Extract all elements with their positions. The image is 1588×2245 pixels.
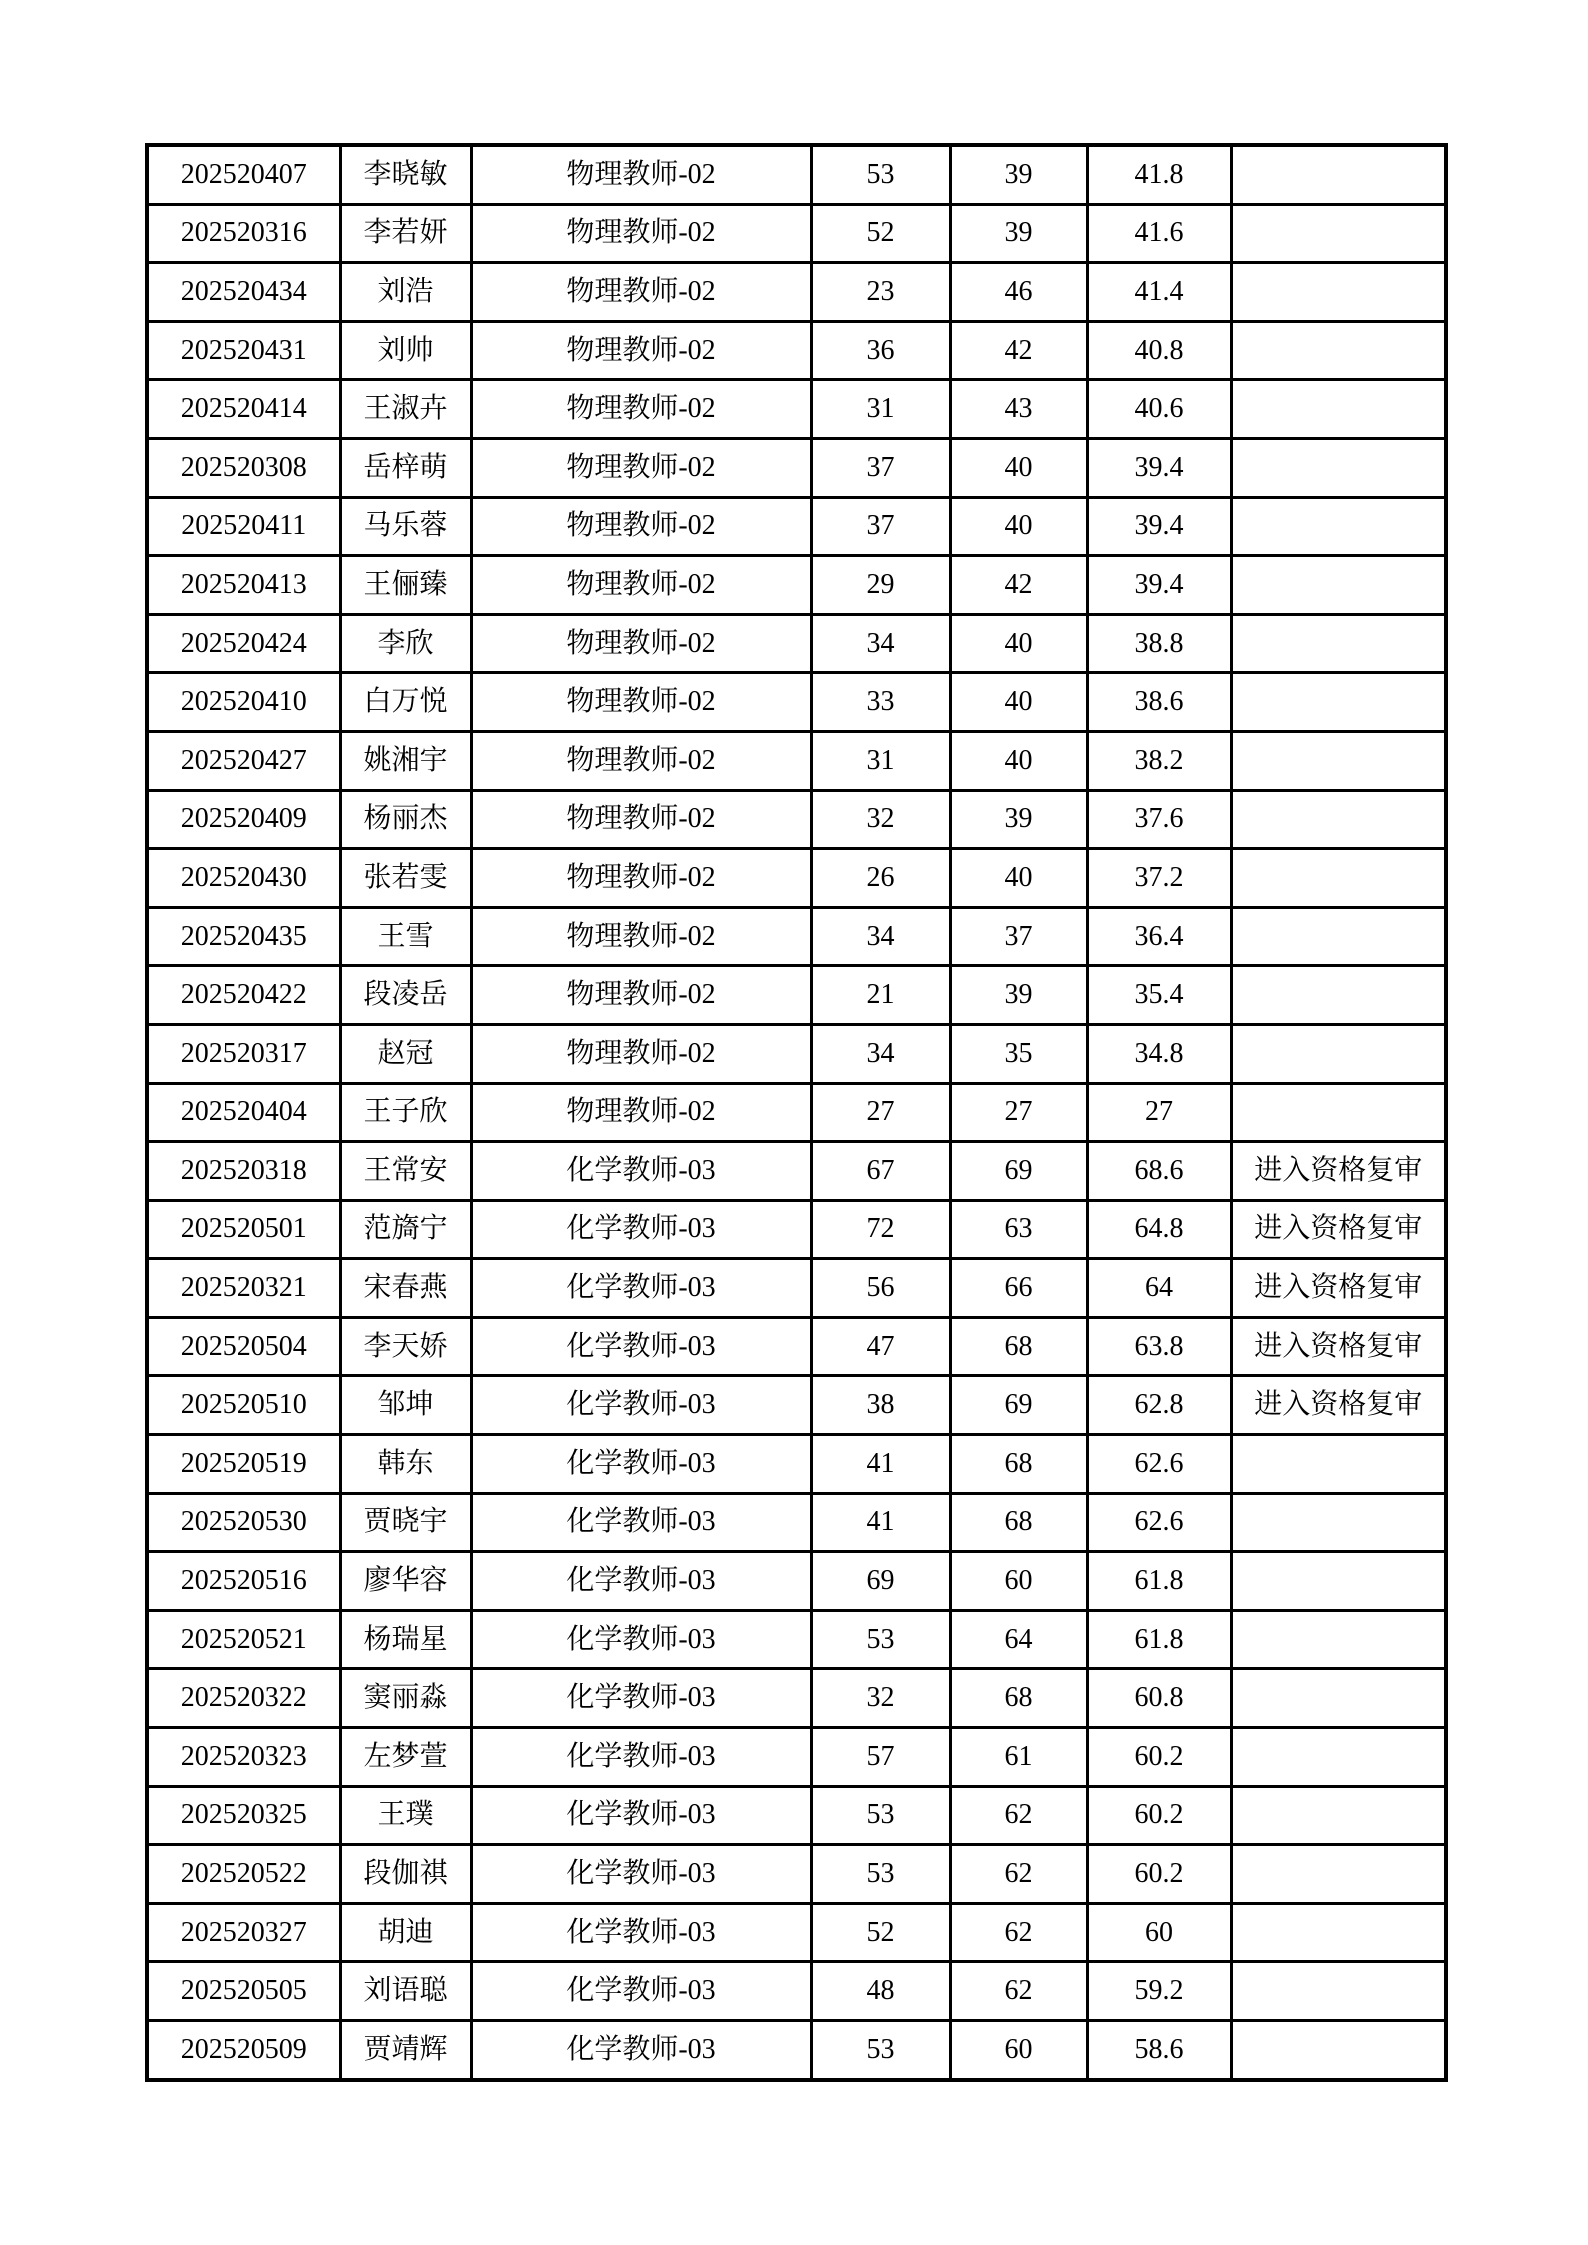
cell-position: 物理教师-02 [471, 263, 811, 322]
cell-position: 化学教师-03 [471, 1142, 811, 1201]
cell-position: 化学教师-03 [471, 1728, 811, 1787]
cell-score-1: 57 [811, 1728, 950, 1787]
cell-position: 物理教师-02 [471, 145, 811, 204]
cell-score-1: 27 [811, 1083, 950, 1142]
cell-candidate-name: 李若妍 [340, 204, 471, 263]
cell-candidate-name: 范旖宁 [340, 1200, 471, 1259]
table-row [147, 1435, 1446, 1494]
table-row [147, 614, 1446, 673]
cell-score-1: 56 [811, 1259, 950, 1318]
cell-position: 物理教师-02 [471, 1083, 811, 1142]
cell-score-1: 36 [811, 321, 950, 380]
cell-score-2: 62 [950, 1962, 1087, 2021]
results-table-body [147, 145, 1446, 2080]
cell-score-1: 33 [811, 673, 950, 732]
cell-remark [1231, 1786, 1446, 1845]
cell-score-1: 34 [811, 614, 950, 673]
cell-remark [1231, 731, 1446, 790]
cell-final-score: 34.8 [1087, 1024, 1231, 1083]
cell-final-score: 41.6 [1087, 204, 1231, 263]
cell-score-1: 21 [811, 966, 950, 1025]
cell-position: 物理教师-02 [471, 907, 811, 966]
cell-candidate-name: 杨丽杰 [340, 790, 471, 849]
cell-final-score: 37.6 [1087, 790, 1231, 849]
cell-remark [1231, 614, 1446, 673]
cell-position: 物理教师-02 [471, 731, 811, 790]
cell-final-score: 64 [1087, 1259, 1231, 1318]
cell-candidate-name: 李晓敏 [340, 145, 471, 204]
cell-final-score: 38.2 [1087, 731, 1231, 790]
cell-score-2: 64 [950, 1610, 1087, 1669]
table-row [147, 263, 1446, 322]
cell-score-1: 29 [811, 556, 950, 615]
cell-final-score: 39.4 [1087, 556, 1231, 615]
cell-exam-number: 202520321 [147, 1259, 340, 1318]
cell-position: 化学教师-03 [471, 1845, 811, 1904]
cell-candidate-name: 张若雯 [340, 849, 471, 908]
table-row [147, 497, 1446, 556]
cell-score-2: 39 [950, 790, 1087, 849]
cell-final-score: 60.2 [1087, 1728, 1231, 1787]
cell-score-2: 68 [950, 1493, 1087, 1552]
cell-exam-number: 202520431 [147, 321, 340, 380]
cell-position: 物理教师-02 [471, 438, 811, 497]
cell-score-1: 37 [811, 438, 950, 497]
cell-candidate-name: 姚湘宇 [340, 731, 471, 790]
cell-position: 物理教师-02 [471, 1024, 811, 1083]
cell-score-2: 68 [950, 1435, 1087, 1494]
table-row [147, 1610, 1446, 1669]
cell-exam-number: 202520325 [147, 1786, 340, 1845]
cell-exam-number: 202520430 [147, 849, 340, 908]
cell-exam-number: 202520323 [147, 1728, 340, 1787]
table-row [147, 1142, 1446, 1201]
cell-position: 物理教师-02 [471, 204, 811, 263]
cell-remark [1231, 145, 1446, 204]
cell-final-score: 40.8 [1087, 321, 1231, 380]
cell-position: 物理教师-02 [471, 614, 811, 673]
cell-final-score: 39.4 [1087, 497, 1231, 556]
table-row [147, 1552, 1446, 1611]
cell-score-1: 37 [811, 497, 950, 556]
cell-score-1: 41 [811, 1493, 950, 1552]
cell-remark: 进入资格复审 [1231, 1142, 1446, 1201]
cell-candidate-name: 窦丽淼 [340, 1669, 471, 1728]
cell-score-1: 32 [811, 1669, 950, 1728]
cell-exam-number: 202520521 [147, 1610, 340, 1669]
cell-candidate-name: 王雪 [340, 907, 471, 966]
cell-position: 物理教师-02 [471, 790, 811, 849]
cell-candidate-name: 胡迪 [340, 1903, 471, 1962]
cell-position: 化学教师-03 [471, 1317, 811, 1376]
cell-remark [1231, 1728, 1446, 1787]
table-row [147, 1376, 1446, 1435]
cell-remark [1231, 1435, 1446, 1494]
cell-score-1: 34 [811, 1024, 950, 1083]
cell-score-1: 26 [811, 849, 950, 908]
cell-score-1: 53 [811, 2021, 950, 2080]
cell-exam-number: 202520407 [147, 145, 340, 204]
cell-score-1: 52 [811, 204, 950, 263]
table-row [147, 204, 1446, 263]
cell-exam-number: 202520427 [147, 731, 340, 790]
cell-exam-number: 202520404 [147, 1083, 340, 1142]
cell-position: 化学教师-03 [471, 1610, 811, 1669]
cell-remark [1231, 556, 1446, 615]
cell-remark: 进入资格复审 [1231, 1376, 1446, 1435]
cell-score-2: 39 [950, 204, 1087, 263]
cell-remark [1231, 1669, 1446, 1728]
cell-score-1: 53 [811, 1845, 950, 1904]
cell-candidate-name: 马乐蓉 [340, 497, 471, 556]
cell-remark [1231, 966, 1446, 1025]
cell-exam-number: 202520434 [147, 263, 340, 322]
cell-final-score: 60 [1087, 1903, 1231, 1962]
cell-final-score: 41.8 [1087, 145, 1231, 204]
table-row [147, 1669, 1446, 1728]
cell-remark [1231, 1610, 1446, 1669]
cell-position: 物理教师-02 [471, 380, 811, 439]
cell-exam-number: 202520501 [147, 1200, 340, 1259]
cell-score-1: 31 [811, 731, 950, 790]
cell-candidate-name: 宋春燕 [340, 1259, 471, 1318]
cell-score-2: 46 [950, 263, 1087, 322]
cell-position: 化学教师-03 [471, 1962, 811, 2021]
table-row [147, 907, 1446, 966]
cell-score-2: 37 [950, 907, 1087, 966]
cell-candidate-name: 段伽祺 [340, 1845, 471, 1904]
cell-position: 化学教师-03 [471, 1259, 811, 1318]
cell-position: 物理教师-02 [471, 556, 811, 615]
cell-score-1: 67 [811, 1142, 950, 1201]
cell-candidate-name: 李欣 [340, 614, 471, 673]
cell-position: 物理教师-02 [471, 849, 811, 908]
cell-position: 化学教师-03 [471, 2021, 811, 2080]
cell-candidate-name: 王子欣 [340, 1083, 471, 1142]
cell-exam-number: 202520516 [147, 1552, 340, 1611]
cell-candidate-name: 韩东 [340, 1435, 471, 1494]
cell-score-2: 40 [950, 614, 1087, 673]
cell-exam-number: 202520316 [147, 204, 340, 263]
cell-score-1: 72 [811, 1200, 950, 1259]
table-row [147, 1024, 1446, 1083]
cell-candidate-name: 刘语聪 [340, 1962, 471, 2021]
cell-score-1: 53 [811, 1610, 950, 1669]
cell-candidate-name: 杨瑞星 [340, 1610, 471, 1669]
table-row [147, 731, 1446, 790]
cell-score-2: 62 [950, 1786, 1087, 1845]
cell-exam-number: 202520317 [147, 1024, 340, 1083]
cell-candidate-name: 李天娇 [340, 1317, 471, 1376]
cell-candidate-name: 王淑卉 [340, 380, 471, 439]
cell-final-score: 37.2 [1087, 849, 1231, 908]
cell-remark [1231, 438, 1446, 497]
cell-score-1: 47 [811, 1317, 950, 1376]
cell-remark [1231, 1903, 1446, 1962]
cell-remark [1231, 380, 1446, 439]
cell-score-1: 41 [811, 1435, 950, 1494]
cell-score-2: 68 [950, 1669, 1087, 1728]
cell-remark [1231, 907, 1446, 966]
cell-score-2: 61 [950, 1728, 1087, 1787]
cell-final-score: 39.4 [1087, 438, 1231, 497]
cell-score-2: 40 [950, 731, 1087, 790]
cell-position: 化学教师-03 [471, 1435, 811, 1494]
cell-final-score: 61.8 [1087, 1552, 1231, 1611]
table-row [147, 556, 1446, 615]
cell-exam-number: 202520413 [147, 556, 340, 615]
cell-remark [1231, 849, 1446, 908]
cell-score-2: 69 [950, 1142, 1087, 1201]
cell-remark [1231, 790, 1446, 849]
cell-position: 物理教师-02 [471, 966, 811, 1025]
cell-score-1: 38 [811, 1376, 950, 1435]
cell-score-2: 42 [950, 556, 1087, 615]
cell-candidate-name: 廖华容 [340, 1552, 471, 1611]
cell-exam-number: 202520424 [147, 614, 340, 673]
cell-remark [1231, 497, 1446, 556]
cell-remark [1231, 2021, 1446, 2080]
cell-score-2: 63 [950, 1200, 1087, 1259]
cell-final-score: 64.8 [1087, 1200, 1231, 1259]
cell-candidate-name: 王璞 [340, 1786, 471, 1845]
cell-exam-number: 202520308 [147, 438, 340, 497]
cell-score-1: 48 [811, 1962, 950, 2021]
cell-exam-number: 202520519 [147, 1435, 340, 1494]
cell-remark [1231, 204, 1446, 263]
cell-final-score: 63.8 [1087, 1317, 1231, 1376]
cell-exam-number: 202520409 [147, 790, 340, 849]
cell-candidate-name: 王常安 [340, 1142, 471, 1201]
cell-score-2: 39 [950, 966, 1087, 1025]
cell-exam-number: 202520422 [147, 966, 340, 1025]
cell-final-score: 27 [1087, 1083, 1231, 1142]
cell-score-2: 43 [950, 380, 1087, 439]
cell-exam-number: 202520509 [147, 2021, 340, 2080]
cell-score-1: 23 [811, 263, 950, 322]
cell-candidate-name: 王俪臻 [340, 556, 471, 615]
cell-exam-number: 202520318 [147, 1142, 340, 1201]
cell-exam-number: 202520530 [147, 1493, 340, 1552]
cell-score-2: 62 [950, 1845, 1087, 1904]
cell-remark [1231, 1962, 1446, 2021]
cell-remark [1231, 1493, 1446, 1552]
cell-final-score: 41.4 [1087, 263, 1231, 322]
cell-score-2: 69 [950, 1376, 1087, 1435]
table-row [147, 1845, 1446, 1904]
cell-remark [1231, 321, 1446, 380]
cell-final-score: 60.2 [1087, 1786, 1231, 1845]
cell-score-1: 34 [811, 907, 950, 966]
cell-position: 化学教师-03 [471, 1493, 811, 1552]
cell-exam-number: 202520505 [147, 1962, 340, 2021]
cell-final-score: 38.8 [1087, 614, 1231, 673]
cell-score-2: 60 [950, 2021, 1087, 2080]
cell-exam-number: 202520410 [147, 673, 340, 732]
results-table [145, 143, 1448, 2082]
cell-exam-number: 202520435 [147, 907, 340, 966]
cell-exam-number: 202520327 [147, 1903, 340, 1962]
cell-final-score: 38.6 [1087, 673, 1231, 732]
cell-remark [1231, 263, 1446, 322]
cell-final-score: 62.6 [1087, 1493, 1231, 1552]
cell-remark [1231, 1552, 1446, 1611]
table-row [147, 1317, 1446, 1376]
cell-score-1: 31 [811, 380, 950, 439]
cell-final-score: 36.4 [1087, 907, 1231, 966]
table-row [147, 966, 1446, 1025]
cell-position: 物理教师-02 [471, 673, 811, 732]
cell-score-2: 66 [950, 1259, 1087, 1318]
cell-remark: 进入资格复审 [1231, 1259, 1446, 1318]
cell-candidate-name: 左梦萱 [340, 1728, 471, 1787]
cell-final-score: 62.8 [1087, 1376, 1231, 1435]
cell-exam-number: 202520504 [147, 1317, 340, 1376]
table-row [147, 790, 1446, 849]
cell-remark [1231, 1024, 1446, 1083]
cell-candidate-name: 刘浩 [340, 263, 471, 322]
cell-score-2: 27 [950, 1083, 1087, 1142]
cell-position: 化学教师-03 [471, 1786, 811, 1845]
cell-score-2: 42 [950, 321, 1087, 380]
cell-score-1: 52 [811, 1903, 950, 1962]
table-row [147, 380, 1446, 439]
cell-score-2: 40 [950, 673, 1087, 732]
cell-final-score: 60.2 [1087, 1845, 1231, 1904]
cell-candidate-name: 贾晓宇 [340, 1493, 471, 1552]
cell-final-score: 59.2 [1087, 1962, 1231, 2021]
cell-exam-number: 202520522 [147, 1845, 340, 1904]
cell-score-2: 68 [950, 1317, 1087, 1376]
table-row [147, 849, 1446, 908]
cell-score-2: 60 [950, 1552, 1087, 1611]
cell-score-1: 53 [811, 145, 950, 204]
cell-candidate-name: 段凌岳 [340, 966, 471, 1025]
cell-score-2: 40 [950, 497, 1087, 556]
cell-candidate-name: 白万悦 [340, 673, 471, 732]
cell-score-1: 53 [811, 1786, 950, 1845]
table-row [147, 1786, 1446, 1845]
table-row [147, 1200, 1446, 1259]
cell-candidate-name: 岳梓萌 [340, 438, 471, 497]
cell-score-2: 62 [950, 1903, 1087, 1962]
cell-candidate-name: 邹坤 [340, 1376, 471, 1435]
cell-remark [1231, 1083, 1446, 1142]
table-row [147, 1083, 1446, 1142]
cell-exam-number: 202520411 [147, 497, 340, 556]
cell-score-2: 39 [950, 145, 1087, 204]
cell-position: 化学教师-03 [471, 1552, 811, 1611]
cell-remark: 进入资格复审 [1231, 1200, 1446, 1259]
cell-position: 化学教师-03 [471, 1669, 811, 1728]
cell-remark: 进入资格复审 [1231, 1317, 1446, 1376]
cell-position: 物理教师-02 [471, 497, 811, 556]
cell-score-2: 40 [950, 438, 1087, 497]
cell-position: 化学教师-03 [471, 1376, 811, 1435]
cell-exam-number: 202520510 [147, 1376, 340, 1435]
cell-exam-number: 202520322 [147, 1669, 340, 1728]
cell-score-2: 35 [950, 1024, 1087, 1083]
cell-remark [1231, 1845, 1446, 1904]
cell-exam-number: 202520414 [147, 380, 340, 439]
table-row [147, 1728, 1446, 1787]
table-row [147, 673, 1446, 732]
cell-position: 化学教师-03 [471, 1200, 811, 1259]
table-row [147, 1903, 1446, 1962]
table-row [147, 2021, 1446, 2080]
cell-final-score: 40.6 [1087, 380, 1231, 439]
table-row [147, 1493, 1446, 1552]
table-row [147, 145, 1446, 204]
table-row [147, 438, 1446, 497]
cell-candidate-name: 赵冠 [340, 1024, 471, 1083]
cell-final-score: 68.6 [1087, 1142, 1231, 1201]
cell-final-score: 60.8 [1087, 1669, 1231, 1728]
cell-score-1: 32 [811, 790, 950, 849]
cell-final-score: 62.6 [1087, 1435, 1231, 1494]
cell-final-score: 61.8 [1087, 1610, 1231, 1669]
cell-final-score: 58.6 [1087, 2021, 1231, 2080]
table-row [147, 321, 1446, 380]
cell-position: 化学教师-03 [471, 1903, 811, 1962]
cell-candidate-name: 刘帅 [340, 321, 471, 380]
cell-remark [1231, 673, 1446, 732]
cell-position: 物理教师-02 [471, 321, 811, 380]
cell-score-1: 69 [811, 1552, 950, 1611]
cell-score-2: 40 [950, 849, 1087, 908]
table-row [147, 1259, 1446, 1318]
table-row [147, 1962, 1446, 2021]
cell-final-score: 35.4 [1087, 966, 1231, 1025]
cell-candidate-name: 贾靖辉 [340, 2021, 471, 2080]
